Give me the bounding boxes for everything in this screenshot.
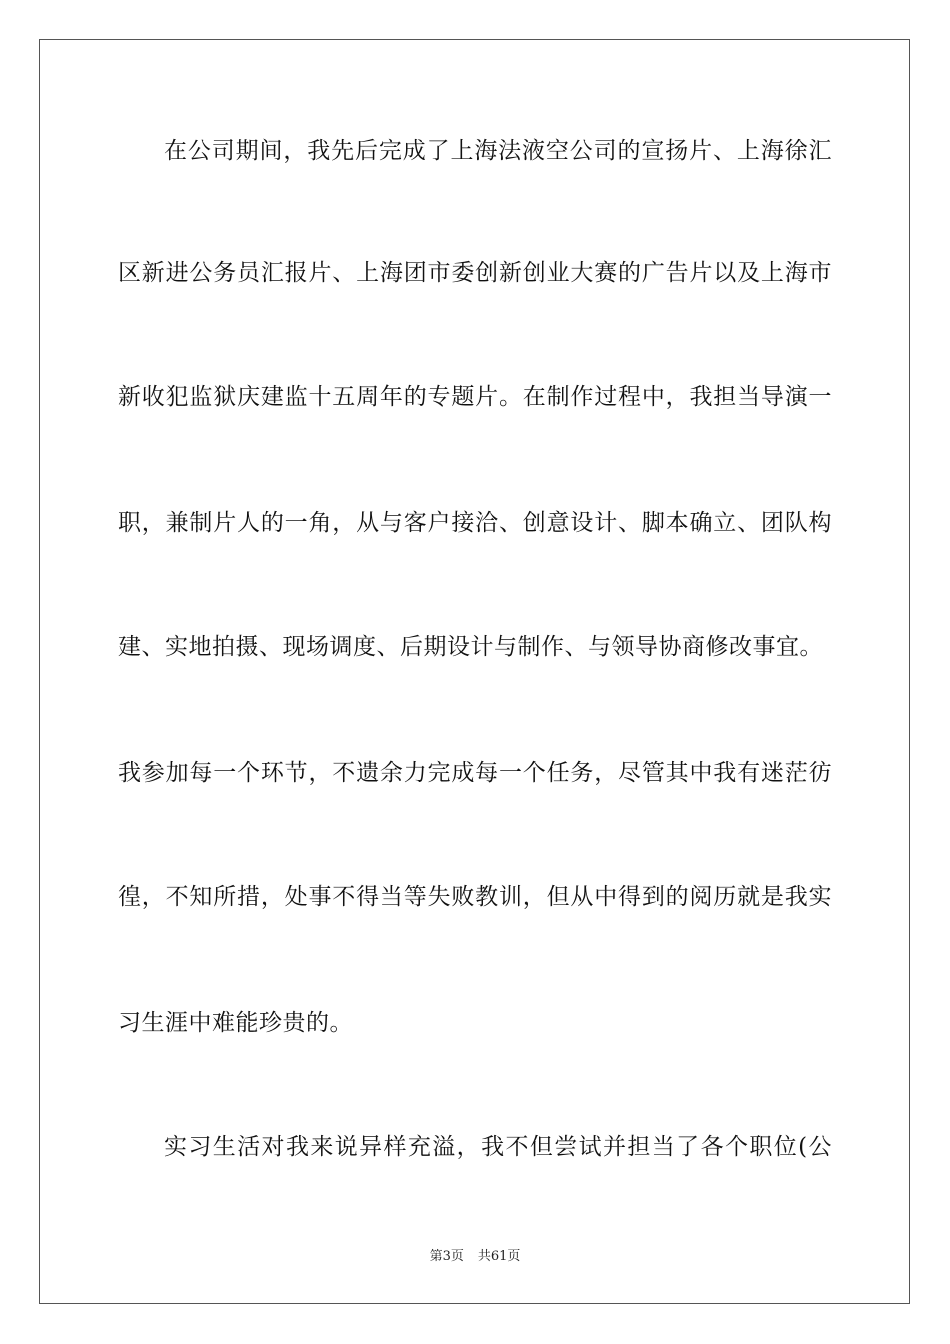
- text-line: 实习生活对我来说异样充溢，我不但尝试并担当了各个职位(公: [164, 1134, 832, 1160]
- page-footer: [0, 1248, 950, 1266]
- page-border: [39, 39, 910, 1304]
- text-line: 建、实地拍摄、现场调度、后期设计与制作、与领导协商修改事宜。: [118, 634, 823, 660]
- text-line: 职，兼制片人的一角，从与客户接洽、创意设计、脚本确立、团队构: [118, 510, 832, 536]
- text-line: 我参加每一个环节，不遗余力完成每一个任务，尽管其中我有迷茫彷: [118, 760, 832, 786]
- text-line: 徨，不知所措，处事不得当等失败教训，但从中得到的阅历就是我实: [118, 884, 832, 910]
- text-line: 在公司期间，我先后完成了上海法液空公司的宣扬片、上海徐汇: [164, 138, 832, 164]
- page-total: 共61页: [477, 1249, 521, 1264]
- text-line: 新收犯监狱庆建监十五周年的专题片。在制作过程中，我担当导演一: [118, 384, 832, 410]
- page-number: 第3页: [429, 1249, 464, 1264]
- text-line: 习生涯中难能珍贵的。: [118, 1010, 353, 1036]
- text-line: 区新进公务员汇报片、上海团市委创新创业大赛的广告片以及上海市: [118, 260, 832, 286]
